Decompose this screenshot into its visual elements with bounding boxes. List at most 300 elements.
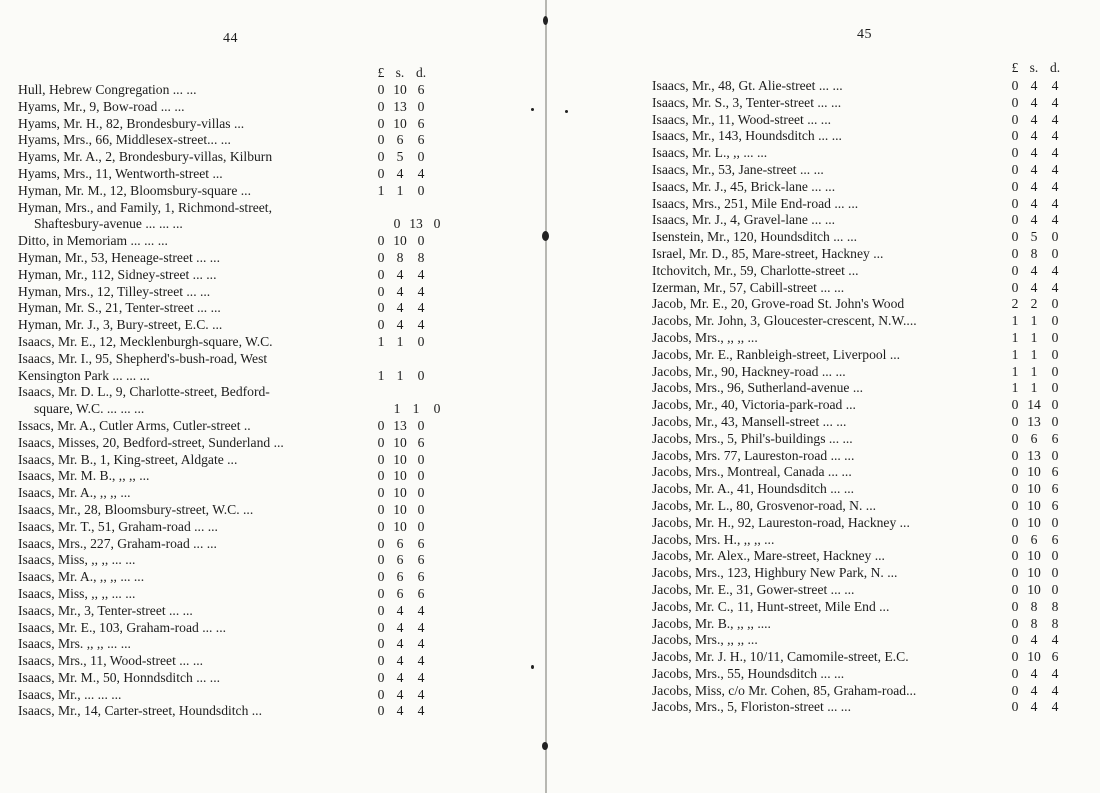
pounds-value: 2 <box>1011 296 1019 312</box>
pounds-value: 0 <box>377 451 385 467</box>
amount <box>372 284 432 301</box>
shillings-value: 10 <box>393 115 407 131</box>
table-row <box>18 183 448 200</box>
subscriber-name: Jacobs, Mr. C., 11, Hunt-street, Mile End ... <box>652 598 890 614</box>
pence-value: 0 <box>1051 346 1059 362</box>
amount <box>1006 666 1066 683</box>
scan-speck <box>531 108 534 111</box>
table-row <box>652 112 1080 129</box>
table-row <box>18 368 448 385</box>
table-row <box>18 200 448 217</box>
shillings-value: 10 <box>1027 548 1041 564</box>
scan-speck <box>565 110 568 113</box>
amount <box>388 401 448 418</box>
pence-value: 6 <box>1051 430 1059 446</box>
subscriber-name: Isaacs, Mr. T., 51, Graham-road ... ... <box>18 518 218 534</box>
subscriber-name: square, W.C. ... ... ... <box>34 401 145 417</box>
shillings-value: 4 <box>1030 161 1038 177</box>
amount <box>1006 313 1066 330</box>
shillings-value: 8 <box>1030 245 1038 261</box>
pounds-value: 1 <box>1011 380 1019 396</box>
pounds-value: 0 <box>1011 229 1019 245</box>
table-row <box>652 599 1080 616</box>
amount <box>1006 481 1066 498</box>
shillings-value: 1 <box>396 182 404 198</box>
pounds-value: 1 <box>1011 313 1019 329</box>
subscriber-name: Isaacs, Mr., 53, Jane-street ... ... <box>652 161 824 177</box>
pounds-value: 0 <box>1011 397 1019 413</box>
subscriber-name: Isaacs, Mrs., 227, Graham-road ... ... <box>18 535 217 551</box>
pounds-value: 0 <box>377 317 385 333</box>
shillings-value: 4 <box>1030 665 1038 681</box>
amount <box>372 267 432 284</box>
pounds-header: £ <box>377 65 385 80</box>
table-row <box>18 250 448 267</box>
pence-value: 6 <box>417 585 425 601</box>
pounds-value: 0 <box>377 653 385 669</box>
amount <box>372 703 432 720</box>
pence-value: 0 <box>433 401 441 417</box>
pence-value: 6 <box>1051 497 1059 513</box>
pounds-value: 0 <box>1011 128 1019 144</box>
pounds-value: 0 <box>377 686 385 702</box>
pounds-value: 0 <box>1011 699 1019 715</box>
pence-value: 0 <box>1051 313 1059 329</box>
subscriber-name: Hyams, Mrs., 11, Wentworth-street ... <box>18 165 223 181</box>
amount <box>372 300 432 317</box>
table-row <box>652 532 1080 549</box>
pounds-value: 0 <box>377 468 385 484</box>
amount <box>1006 464 1066 481</box>
shillings-value: 4 <box>1030 78 1038 93</box>
shillings-value: 6 <box>396 569 404 585</box>
pence-value: 4 <box>1051 665 1059 681</box>
shillings-value: 4 <box>396 636 404 652</box>
table-row <box>652 548 1080 565</box>
shillings-value: 4 <box>396 703 404 719</box>
amount <box>372 586 432 603</box>
pence-value: 4 <box>417 165 425 181</box>
amount <box>1006 212 1066 229</box>
table-row <box>18 300 448 317</box>
amount <box>1006 145 1066 162</box>
amount <box>372 452 432 469</box>
pounds-value: 0 <box>377 669 385 685</box>
shillings-value: 13 <box>393 98 407 114</box>
shillings-value: 1 <box>1030 313 1038 329</box>
pence-header: d. <box>415 65 427 80</box>
pounds-value: 0 <box>377 552 385 568</box>
pence-value: 6 <box>417 552 425 568</box>
pounds-value: 1 <box>1011 346 1019 362</box>
pence-value: 0 <box>1051 229 1059 245</box>
shillings-value: 6 <box>396 132 404 148</box>
amount <box>372 233 432 250</box>
subscriber-name: Jacobs, Mr. John, 3, Gloucester-crescent, N.W.... <box>652 313 917 329</box>
shillings-value: 8 <box>1030 615 1038 631</box>
pounds-value: 0 <box>377 233 385 249</box>
amount <box>1006 397 1066 414</box>
table-row <box>18 468 448 485</box>
amount <box>1006 616 1066 633</box>
subscriber-name: Isaacs, Mr. M. B., ,, ,, ... <box>18 468 150 484</box>
amount <box>372 435 432 452</box>
pence-value: 0 <box>1051 447 1059 463</box>
table-row <box>652 330 1080 347</box>
subscriber-name: Isaacs, Mr. J., 45, Brick-lane ... ... <box>652 178 836 194</box>
table-row <box>18 586 448 603</box>
table-row <box>18 452 448 469</box>
table-row <box>18 552 448 569</box>
amount <box>1006 683 1066 700</box>
table-row <box>18 536 448 553</box>
subscriber-name: Isaacs, Mr. S., 3, Tenter-street ... ... <box>652 94 842 110</box>
page-number: 45 <box>857 27 872 42</box>
subscriber-name: Isaacs, Mr. B., 1, King-street, Aldgate ... <box>18 451 238 467</box>
book-gutter <box>545 0 547 793</box>
pounds-value: 0 <box>1011 565 1019 581</box>
amount <box>1006 632 1066 649</box>
table-row <box>18 351 448 368</box>
shillings-value: 10 <box>1027 565 1041 581</box>
pence-value: 0 <box>417 518 425 534</box>
subscriber-name: Isaacs, Mr., 3, Tenter-street ... ... <box>18 602 193 618</box>
pence-value: 0 <box>417 182 425 198</box>
amount <box>1006 95 1066 112</box>
amount <box>1006 296 1066 313</box>
table-row <box>652 179 1080 196</box>
amount <box>1006 565 1066 582</box>
scan-speck <box>542 742 548 750</box>
subscriber-name: Jacobs, Mr. J. H., 10/11, Camomile-street, E.C. <box>652 649 909 665</box>
shillings-value: 10 <box>1027 649 1041 665</box>
pounds-value: 0 <box>1011 145 1019 161</box>
shillings-value: 4 <box>1030 145 1038 161</box>
table-row <box>18 116 448 133</box>
subscriber-name: Jacobs, Mr. A., 41, Houndsditch ... ... <box>652 481 855 497</box>
subscriber-name: Isaacs, Mr. E., 103, Graham-road ... ... <box>18 619 227 635</box>
table-row <box>652 616 1080 633</box>
subscriber-name: Isaacs, Mr. L., ,, ... ... <box>652 145 768 161</box>
shillings-value: 13 <box>409 216 423 232</box>
pence-value: 4 <box>417 669 425 685</box>
pence-value: 4 <box>1051 212 1059 228</box>
table-row <box>652 632 1080 649</box>
subscriber-name: Jacobs, Mr. H., 92, Laureston-road, Hackney ... <box>652 514 910 530</box>
subscriber-name: Jacobs, Mr., 90, Hackney-road ... ... <box>652 363 846 379</box>
pounds-value: 0 <box>1011 279 1019 295</box>
shillings-value: 10 <box>393 518 407 534</box>
page-right <box>652 0 1080 793</box>
table-row <box>18 519 448 536</box>
page-left <box>18 0 448 793</box>
pence-value: 4 <box>417 636 425 652</box>
shillings-value: 13 <box>393 417 407 433</box>
table-row <box>652 162 1080 179</box>
amount <box>372 519 432 536</box>
shillings-value: 2 <box>1030 296 1038 312</box>
amount <box>372 468 432 485</box>
shillings-value: 6 <box>396 585 404 601</box>
subscriber-name: Isaacs, Mr., ... ... ... <box>18 686 122 702</box>
pence-value: 0 <box>417 98 425 114</box>
shillings-value: 10 <box>1027 481 1041 497</box>
shillings-value: 4 <box>396 669 404 685</box>
shillings-value: 4 <box>1030 94 1038 110</box>
pence-value: 4 <box>1051 262 1059 278</box>
subscriber-name: Jacobs, Mrs., Montreal, Canada ... ... <box>652 464 852 480</box>
subscriber-name: Kensington Park ... ... ... <box>18 367 150 383</box>
pounds-value: 0 <box>377 602 385 618</box>
table-row <box>18 603 448 620</box>
subscriber-name: Ditto, in Memoriam ... ... ... <box>18 233 168 249</box>
pounds-value: 0 <box>377 417 385 433</box>
table-row <box>18 384 448 401</box>
pence-value: 0 <box>1051 397 1059 413</box>
pence-value: 6 <box>417 569 425 585</box>
pence-value: 4 <box>1051 178 1059 194</box>
shillings-value: 1 <box>412 401 420 417</box>
pounds-value: 0 <box>377 485 385 501</box>
table-row <box>18 334 448 351</box>
amount <box>372 149 432 166</box>
table-row <box>18 99 448 116</box>
subscriber-name: Jacob, Mr. E., 20, Grove-road St. John's Wood <box>652 296 905 312</box>
pence-value: 0 <box>1051 245 1059 261</box>
table-row <box>18 317 448 334</box>
pence-value: 4 <box>417 317 425 333</box>
currency-header <box>1006 60 1066 76</box>
shillings-value: 4 <box>396 266 404 282</box>
subscriber-name: Hyman, Mrs., and Family, 1, Richmond-street, <box>18 199 272 215</box>
table-row <box>18 502 448 519</box>
table-row <box>652 229 1080 246</box>
scan-speck <box>531 665 534 669</box>
shillings-value: 1 <box>1030 329 1038 345</box>
pounds-value: 0 <box>377 266 385 282</box>
shillings-value: 10 <box>1027 514 1041 530</box>
pounds-value: 0 <box>377 585 385 601</box>
pounds-value: 0 <box>377 249 385 265</box>
pence-value: 6 <box>417 535 425 551</box>
pence-value: 0 <box>1051 329 1059 345</box>
table-row <box>18 166 448 183</box>
shillings-value: 10 <box>393 501 407 517</box>
pounds-value: 0 <box>377 518 385 534</box>
table-row <box>18 620 448 637</box>
shillings-value: 4 <box>396 602 404 618</box>
page-number: 44 <box>223 31 238 46</box>
shillings-value: 4 <box>1030 195 1038 211</box>
subscriber-name: Jacobs, Mrs. H., ,, ,, ... <box>652 531 775 547</box>
subscriber-name: Isaacs, Mr., 48, Gt. Alie-street ... ... <box>652 78 843 93</box>
amount <box>1006 431 1066 448</box>
amount <box>372 502 432 519</box>
pence-value: 4 <box>417 619 425 635</box>
pence-value: 0 <box>1051 296 1059 312</box>
amount <box>1006 229 1066 246</box>
pounds-value: 0 <box>1011 78 1019 93</box>
table-row <box>652 649 1080 666</box>
pence-value: 0 <box>1051 565 1059 581</box>
pounds-value: 0 <box>1011 245 1019 261</box>
pounds-value: 1 <box>393 401 401 417</box>
pounds-value: 0 <box>377 283 385 299</box>
table-row <box>652 582 1080 599</box>
table-row <box>652 481 1080 498</box>
pounds-value: 0 <box>1011 481 1019 497</box>
amount <box>1006 515 1066 532</box>
pence-value: 0 <box>417 333 425 349</box>
pounds-value: 1 <box>377 182 385 198</box>
subscriber-name: Izerman, Mr., 57, Cabill-street ... ... <box>652 279 845 295</box>
table-row <box>652 364 1080 381</box>
subscriber-name: Hyman, Mr. J., 3, Bury-street, E.C. ... <box>18 317 223 333</box>
pence-value: 0 <box>1051 581 1059 597</box>
pence-value: 4 <box>417 300 425 316</box>
table-row <box>652 515 1080 532</box>
amount <box>372 317 432 334</box>
subscriber-name: Jacobs, Mrs., 96, Sutherland-avenue ... <box>652 380 864 396</box>
table-row <box>18 435 448 452</box>
pence-value: 4 <box>1051 699 1059 715</box>
table-row <box>18 653 448 670</box>
amount <box>372 116 432 133</box>
pence-value: 4 <box>1051 94 1059 110</box>
table-row <box>652 347 1080 364</box>
pounds-value: 0 <box>1011 598 1019 614</box>
shillings-value: 4 <box>396 165 404 181</box>
pounds-value: 1 <box>377 367 385 383</box>
table-row <box>18 687 448 704</box>
subscriber-name: Isaacs, Mr., 28, Bloomsbury-street, W.C. ... <box>18 501 254 517</box>
subscriber-name: Jacobs, Mrs., ,, ,, ... <box>652 632 758 648</box>
subscriber-name: Isaacs, Mr. A., ,, ,, ... <box>18 485 131 501</box>
pounds-header: £ <box>1011 60 1019 75</box>
shillings-value: 10 <box>1027 497 1041 513</box>
shillings-value: 1 <box>1030 346 1038 362</box>
table-row <box>18 132 448 149</box>
pounds-value: 0 <box>1011 178 1019 194</box>
subscriber-name: Hyams, Mr., 9, Bow-road ... ... <box>18 98 185 114</box>
pence-value: 0 <box>417 485 425 501</box>
pence-value: 4 <box>417 686 425 702</box>
amount <box>372 132 432 149</box>
amount <box>1006 347 1066 364</box>
table-row <box>652 666 1080 683</box>
table-row <box>18 703 448 720</box>
subscriber-name: Isaacs, Mrs. ,, ,, ... ... <box>18 636 131 652</box>
pounds-value: 0 <box>1011 632 1019 648</box>
subscriber-name: Isaacs, Miss, ,, ,, ... ... <box>18 585 136 601</box>
pounds-value: 0 <box>1011 665 1019 681</box>
table-row <box>18 636 448 653</box>
shillings-value: 13 <box>1027 413 1041 429</box>
amount <box>372 485 432 502</box>
subscriber-name: Hyman, Mr. S., 21, Tenter-street ... ... <box>18 300 221 316</box>
pence-value: 0 <box>1051 363 1059 379</box>
pounds-value: 0 <box>1011 413 1019 429</box>
table-row <box>18 149 448 166</box>
shillings-value: 6 <box>1030 430 1038 446</box>
subscriber-name: Isaacs, Mrs., 251, Mile End-road ... ... <box>652 195 859 211</box>
pounds-value: 1 <box>1011 363 1019 379</box>
table-row <box>652 448 1080 465</box>
table-row <box>652 699 1080 716</box>
pounds-value: 0 <box>1011 531 1019 547</box>
table-row <box>652 280 1080 297</box>
pounds-value: 0 <box>377 619 385 635</box>
pence-value: 4 <box>417 653 425 669</box>
table-row <box>652 296 1080 313</box>
currency-header <box>372 65 432 81</box>
subscriber-name: Isaacs, Mr. D. L., 9, Charlotte-street, Bedford- <box>18 384 270 400</box>
pence-value: 4 <box>1051 145 1059 161</box>
table-row <box>18 267 448 284</box>
pence-value: 0 <box>417 468 425 484</box>
amount <box>1006 128 1066 145</box>
amount <box>1006 699 1066 716</box>
pounds-value: 0 <box>377 434 385 450</box>
pence-value: 0 <box>417 451 425 467</box>
subscriber-name: Hyman, Mr. M., 12, Bloomsbury-square ... <box>18 182 251 198</box>
pounds-value: 0 <box>1011 497 1019 513</box>
pounds-value: 0 <box>377 535 385 551</box>
amount <box>372 418 432 435</box>
pence-header: d. <box>1049 60 1061 75</box>
table-row <box>652 380 1080 397</box>
subscriber-name: Isaacs, Mr. J., 4, Gravel-lane ... ... <box>652 212 836 228</box>
shillings-value: 6 <box>396 535 404 551</box>
pounds-value: 0 <box>377 82 385 97</box>
pence-value: 4 <box>417 283 425 299</box>
subscriber-name: Hyman, Mr., 112, Sidney-street ... ... <box>18 266 217 282</box>
amount <box>1006 263 1066 280</box>
amount <box>1006 162 1066 179</box>
subscriber-name: Jacobs, Mrs., ,, ,, ... <box>652 329 758 345</box>
amount <box>372 653 432 670</box>
shillings-value: 1 <box>396 367 404 383</box>
pounds-value: 0 <box>377 501 385 517</box>
pence-value: 4 <box>417 266 425 282</box>
subscriber-name: Jacobs, Miss, c/o Mr. Cohen, 85, Graham-road... <box>652 682 917 698</box>
pence-value: 4 <box>1051 279 1059 295</box>
pounds-value: 0 <box>1011 615 1019 631</box>
pounds-value: 0 <box>377 115 385 131</box>
pounds-value: 0 <box>1011 682 1019 698</box>
table-row <box>18 284 448 301</box>
table-row <box>18 401 448 418</box>
pence-value: 6 <box>1051 649 1059 665</box>
subscriber-name: Jacobs, Mrs., 123, Highbury New Park, N. ... <box>652 565 898 581</box>
shillings-value: 4 <box>396 317 404 333</box>
amount <box>372 334 432 351</box>
pence-value: 6 <box>1051 481 1059 497</box>
shillings-value: 14 <box>1027 397 1041 413</box>
shillings-value: 10 <box>393 82 407 97</box>
subscriber-name: Isaacs, Mr., 14, Carter-street, Houndsditch ... <box>18 703 262 719</box>
pence-value: 6 <box>417 115 425 131</box>
shillings-value: 4 <box>396 619 404 635</box>
shillings-value: 4 <box>1030 262 1038 278</box>
subscriber-name: Jacobs, Mr. B., ,, ,, .... <box>652 615 771 631</box>
amount <box>1006 246 1066 263</box>
subscriber-name: Isaacs, Misses, 20, Bedford-street, Sunderland ... <box>18 434 284 450</box>
table-row <box>652 414 1080 431</box>
table-row <box>652 95 1080 112</box>
subscriber-name: Itchovitch, Mr., 59, Charlotte-street ... <box>652 262 859 278</box>
pounds-value: 0 <box>1011 649 1019 665</box>
